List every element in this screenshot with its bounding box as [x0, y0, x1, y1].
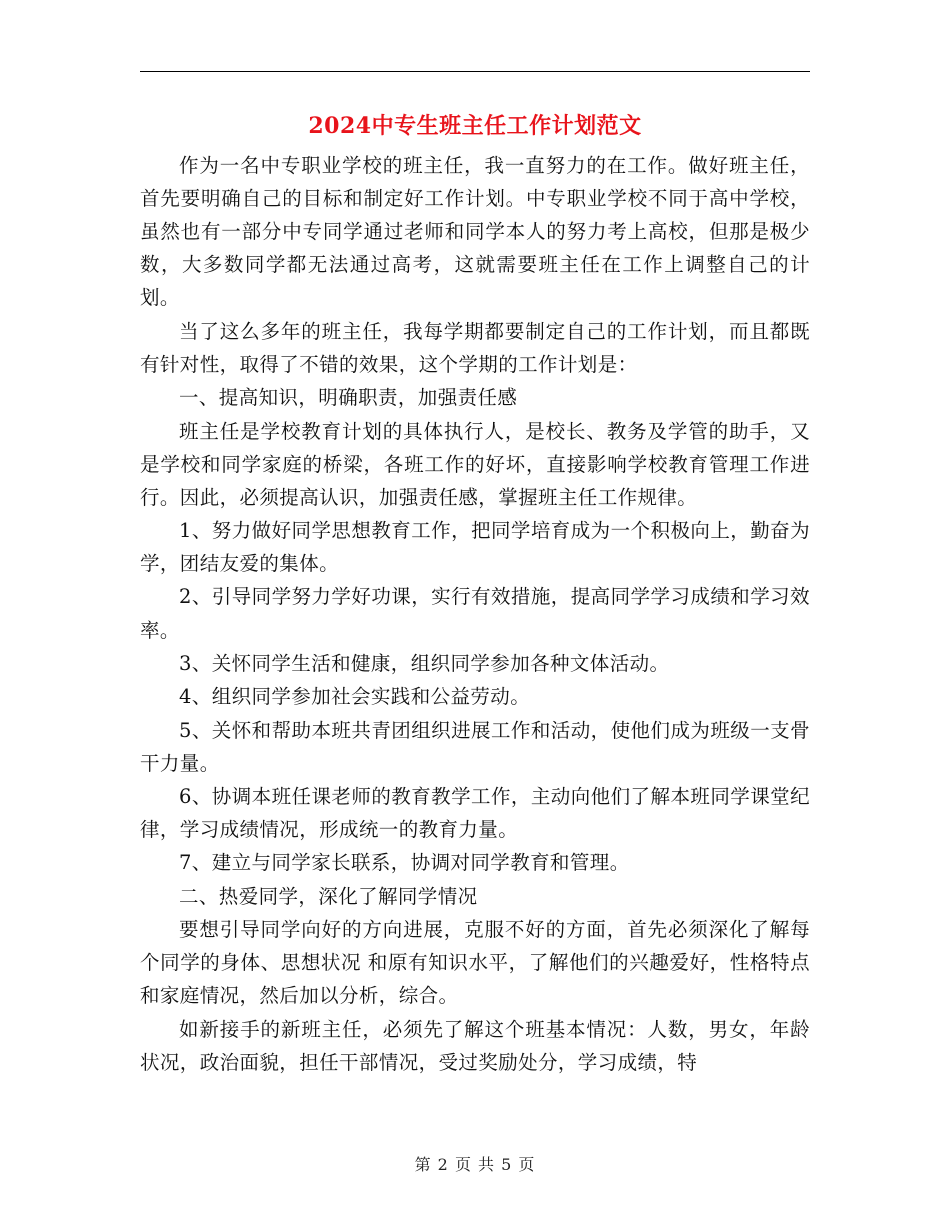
list-item-1: 1、努力做好同学思想教育工作，把同学培育成为一个积极向上，勤奋为学，团结友爱的集体。 [140, 519, 810, 576]
paragraph-plan-lead: 当了这么多年的班主任，我每学期都要制定自己的工作计划，而且都既有针对性，取得了不错的效果，这个学期的工作计划是： [140, 319, 810, 376]
list-item-6: 6、协调本班任课老师的教育教学工作，主动向他们了解本班同学课堂纪律，学习成绩情况，形成统一的教育力量。 [140, 785, 810, 842]
list-item-2: 2、引导同学努力学好功课，实行有效措施，提高同学学习成绩和学习效率。 [140, 585, 810, 642]
paragraph-new-class: 如新接手的新班主任，必须先了解这个班基本情况：人数，男女，年龄状况，政治面貌，担任干部情况，受过奖励处分，学习成绩，特 [140, 1017, 810, 1074]
list-item-5: 5、关怀和帮助本班共青团组织进展工作和活动，使他们成为班级一支骨干力量。 [140, 718, 810, 775]
document-title: 2024中专生班主任工作计划范文 [308, 113, 642, 139]
header-rule [140, 71, 810, 72]
section-heading-1: 一、提高知识，明确职责，加强责任感 [179, 386, 518, 410]
list-item-7: 7、建立与同学家长联系，协调对同学教育和管理。 [179, 851, 630, 875]
paragraph-role: 班主任是学校教育计划的具体执行人，是校长、教务及学管的助手，又是学校和同学家庭的桥梁，各班工作的好坏，直接影响学校教育管理工作进行。因此，必须提高认识，加强责任感，掌握班主任工作规律。 [140, 419, 810, 509]
list-item-4: 4、组织同学参加社会实践和公益劳动。 [179, 685, 531, 709]
page-number: 第 2 页 共 5 页 [414, 1155, 536, 1174]
document-body [140, 149, 810, 1079]
list-item-3: 3、关怀同学生活和健康，组织同学参加各种文体活动。 [179, 651, 670, 675]
section-heading-2: 二、热爱同学，深化了解同学情况 [179, 884, 478, 908]
paragraph-intro: 作为一名中专职业学校的班主任，我一直努力的在工作。做好班主任，首先要明确自己的目标和制定好工作计划。中专职业学校不同于高中学校，虽然也有一部分中专同学通过老师和同学本人的努力考上高校，但那是极少数，大多数同学都无法通过高考，这就需要班主任在工作上调整自己的计划。 [140, 154, 810, 310]
paragraph-understand: 要想引导同学向好的方向进展，克服不好的方面，首先必须深化了解每个同学的身体、思想状况 和原有知识水平，了解他们的兴趣爱好，性格特点和家庭情况，然后加以分析，综合。 [140, 918, 810, 1008]
